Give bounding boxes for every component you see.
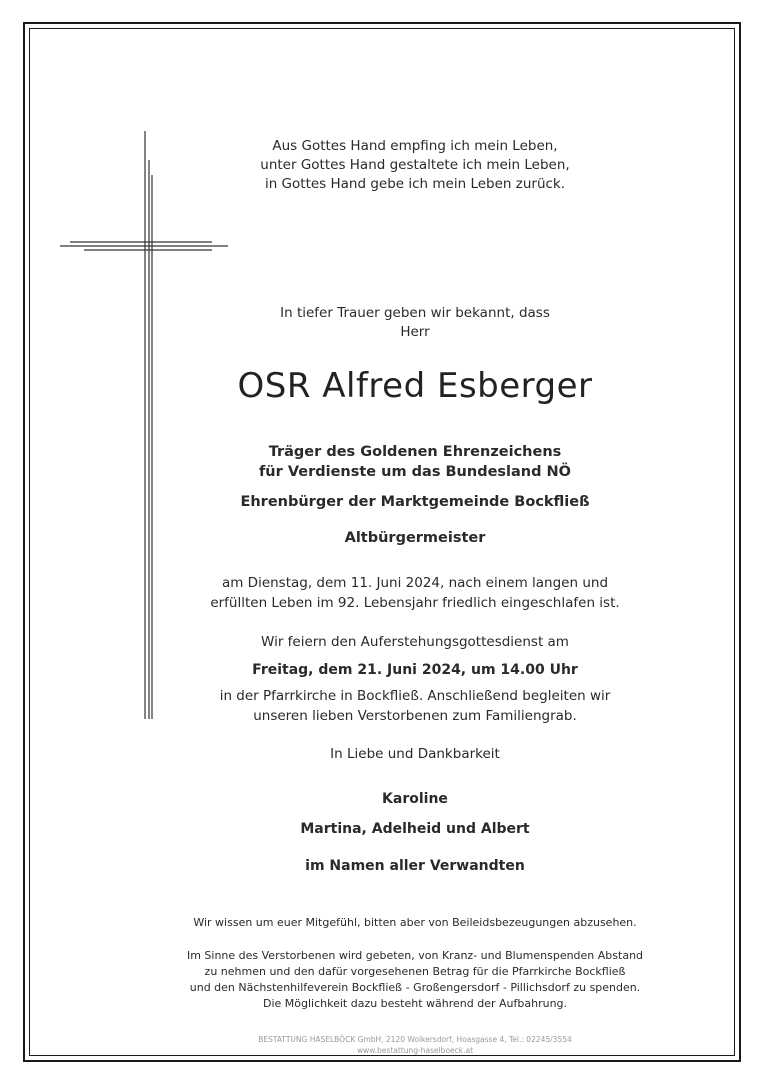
closing-line: In Liebe und Dankbarkeit — [330, 746, 500, 762]
service-date — [140, 661, 690, 680]
passing-text — [140, 573, 690, 613]
verse-line: Aus Gottes Hand empfing ich mein Leben, — [272, 138, 558, 154]
service-details — [140, 686, 690, 726]
award-line: für Verdienste um das Bundesland NÖ — [258, 464, 572, 480]
mayor-line: Altbürgermeister — [344, 530, 486, 546]
service-intro — [140, 633, 690, 652]
award-line: Träger des Goldenen Ehrenzeichens — [268, 444, 562, 460]
verse-line: in Gottes Hand gebe ich mein Leben zurück. — [264, 176, 566, 192]
intro-title: Herr — [400, 324, 430, 340]
verse-line: unter Gottes Hand gestaltete ich mein Leben, — [260, 157, 570, 173]
condolence-note — [140, 915, 690, 931]
family-spouse — [140, 790, 690, 809]
note-line: und den Nächstenhilfeverein Bockfließ - Großengersdorf - Pillichsdorf zu spenden. — [189, 981, 641, 994]
honor-award — [140, 442, 690, 482]
announcement-intro — [140, 304, 690, 342]
citizen-line: Ehrenbürger der Marktgemeinde Bockfließ — [240, 494, 590, 510]
note-line: Wir wissen um euer Mitgefühl, bitten aber von Beileidsbezeugungen abzusehen. — [193, 916, 637, 929]
note-line: Die Möglichkeit dazu besteht während der Aufbahrung. — [262, 997, 568, 1010]
service-intro-line: Wir feiern den Auferstehungsgottesdienst am — [261, 634, 569, 650]
service-detail-line: in der Pfarrkirche in Bockfließ. Anschließend begleiten wir — [219, 688, 611, 704]
deceased-name: OSR Alfred Esberger — [237, 366, 593, 406]
footer-website[interactable]: www.bestattung-haselboeck.at — [356, 1046, 474, 1055]
passing-line: am Dienstag, dem 11. Juni 2024, nach einem langen und — [221, 575, 609, 591]
family-line: Karoline — [382, 791, 448, 807]
closing-phrase — [140, 745, 690, 764]
service-detail-line: unseren lieben Verstorbenen zum Familiengrab. — [253, 708, 577, 724]
donation-note — [140, 948, 690, 1012]
family-line: Martina, Adelheid und Albert — [300, 821, 530, 837]
passing-line: erfüllten Leben im 92. Lebensjahr friedlich eingeschlafen ist. — [210, 595, 620, 611]
honor-citizen — [140, 493, 690, 512]
family-children — [140, 820, 690, 839]
service-date-line: Freitag, dem 21. Juni 2024, um 14.00 Uhr — [252, 662, 578, 678]
note-line: zu nehmen und den dafür vorgesehenen Betrag für die Pfarrkirche Bockfließ — [204, 965, 626, 978]
intro-line: In tiefer Trauer geben wir bekannt, dass — [280, 305, 550, 321]
bible-verse — [140, 137, 690, 194]
footer-company: BESTATTUNG HASELBÖCK GmbH, 2120 Wolkersdorf, Hoasgasse 4, Tel.: 02245/3554 — [258, 1035, 572, 1044]
family-relatives — [140, 857, 690, 876]
note-line: Im Sinne des Verstorbenen wird gebeten, von Kranz- und Blumenspenden Abstand — [186, 949, 644, 962]
family-line: im Namen aller Verwandten — [305, 858, 525, 874]
honor-mayor — [140, 529, 690, 548]
